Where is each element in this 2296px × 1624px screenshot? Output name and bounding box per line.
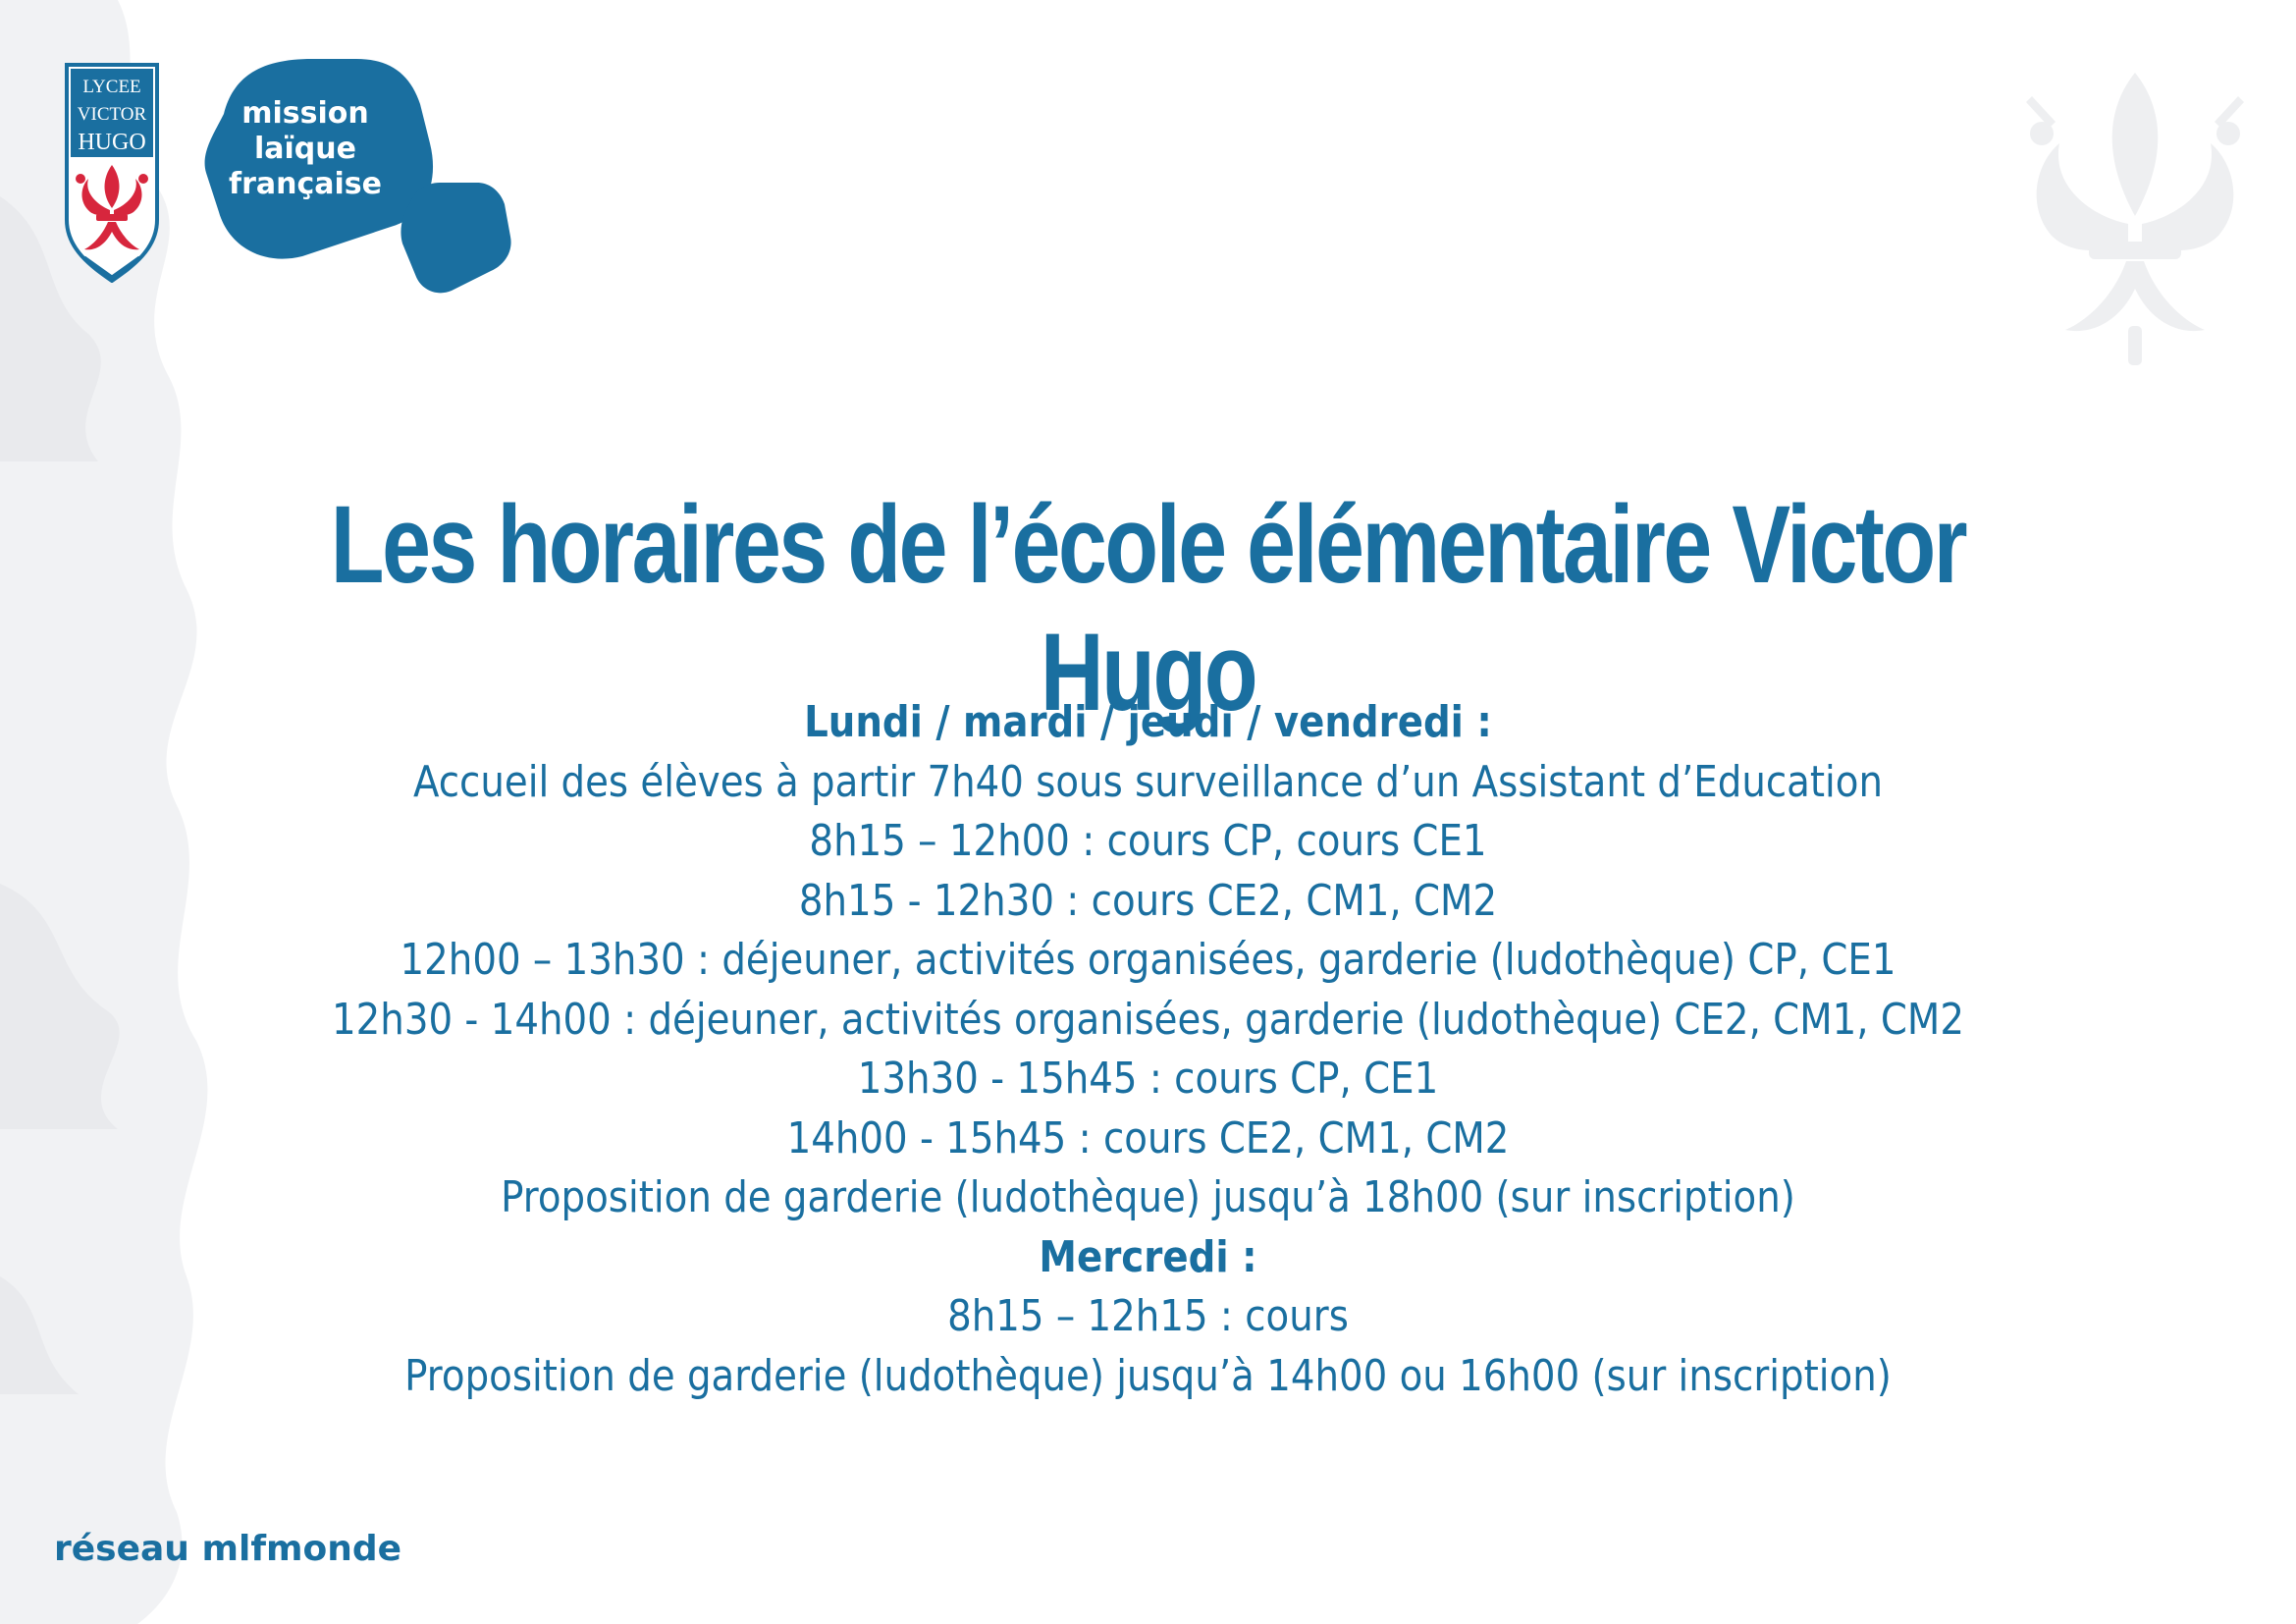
mlf-logo-line-laique: laïque <box>254 132 356 166</box>
crest-text-hugo: HUGO <box>78 130 146 155</box>
wednesday-heading: Mercredi : <box>1039 1231 1257 1282</box>
page-title: Les horaires de l’école élémentaire Victor Hugo <box>330 483 1966 733</box>
mlf-logo-line-francaise: française <box>229 167 382 201</box>
weekday-schedule-line: 8h15 – 12h00 : cours CP, cours CE1 <box>809 816 1487 866</box>
weekday-schedule-line: 13h30 - 15h45 : cours CP, CE1 <box>857 1054 1439 1104</box>
mlf-logo-line-mission: mission <box>241 96 369 131</box>
weekday-schedule-line: Accueil des élèves à partir 7h40 sous surveillance d’un Assistant d’Education <box>412 756 1884 807</box>
weekday-schedule-line: 12h30 - 14h00 : déjeuner, activités organisées, garderie (ludothèque) CE2, CM1, CM2 <box>332 994 1964 1045</box>
weekday-schedule-line: Proposition de garderie (ludothèque) jusqu’à 18h00 (sur inscription) <box>501 1172 1795 1222</box>
wednesday-schedule-line: 8h15 – 12h15 : cours <box>947 1291 1349 1341</box>
mlf-logo-text <box>202 96 408 202</box>
crest-text-victor: VICTOR <box>77 104 147 125</box>
wednesday-schedule-line: Proposition de garderie (ludothèque) jusqu’à 14h00 ou 16h00 (sur inscription) <box>404 1350 1892 1401</box>
footer-brand-text: réseau mlfmonde <box>54 1529 402 1569</box>
fleur-de-lis-watermark-icon <box>2012 69 2258 373</box>
weekdays-heading: Lundi / mardi / jeudi / vendredi : <box>804 697 1492 747</box>
weekday-schedule-line: 14h00 - 15h45 : cours CE2, CM1, CM2 <box>786 1112 1510 1164</box>
crest-text-lycee: LYCEE <box>82 77 141 97</box>
weekday-schedule-line: 8h15 - 12h30 : cours CE2, CM1, CM2 <box>798 875 1498 926</box>
weekday-schedule-line: 12h00 – 13h30 : déjeuner, activités organisées, garderie (ludothèque) CP, CE1 <box>400 935 1896 985</box>
schedule-text-block <box>0 693 2296 1406</box>
lycee-victor-hugo-crest-logo <box>63 63 161 283</box>
